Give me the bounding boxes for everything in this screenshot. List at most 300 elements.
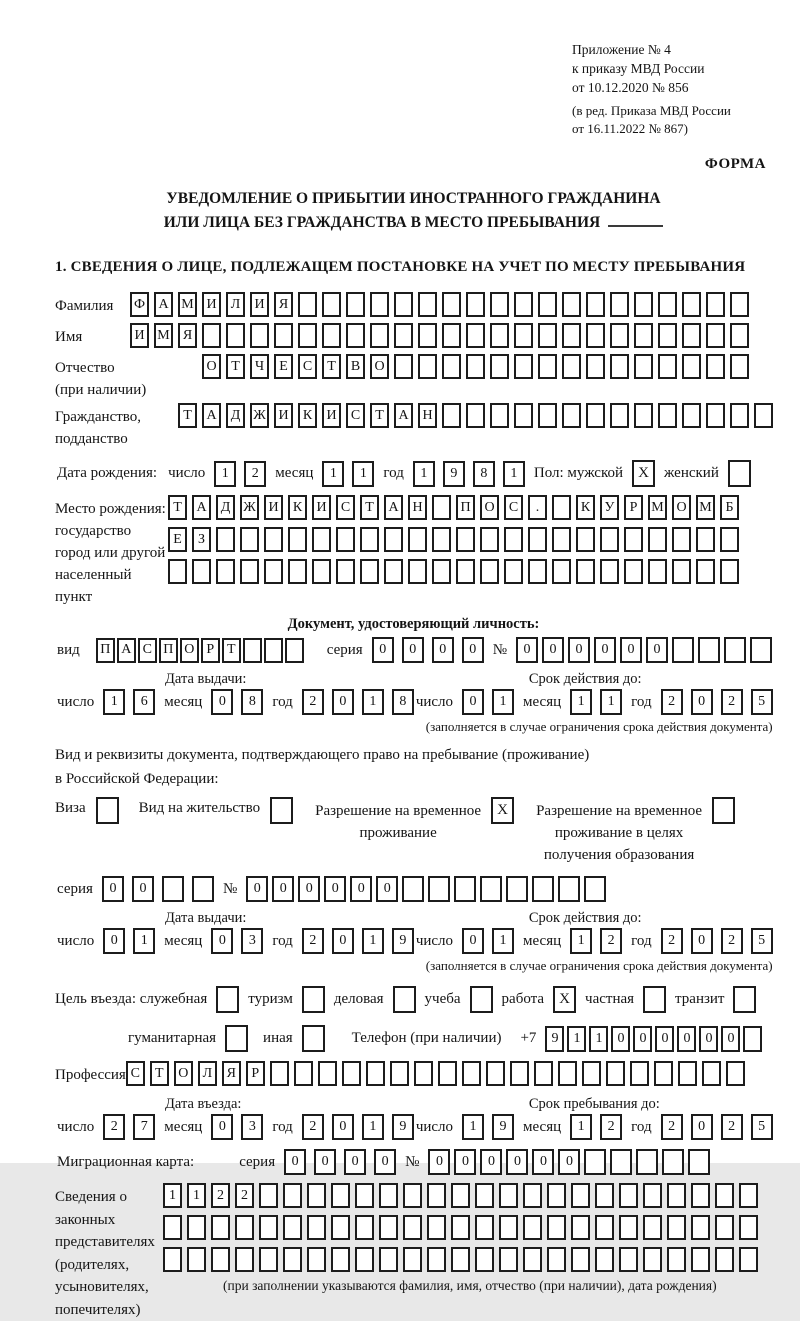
form-cell: 1 — [492, 689, 514, 715]
form-cell — [442, 323, 461, 348]
purpose-study-label: учеба — [424, 991, 461, 1007]
form-cell: Р — [624, 495, 643, 520]
form-cell: В — [346, 354, 365, 379]
form-cell — [427, 1215, 446, 1240]
form-cell — [571, 1247, 590, 1272]
form-cell — [475, 1215, 494, 1240]
amendment-line: (в ред. Приказа МВД России — [572, 103, 731, 118]
form-cell: 0 — [284, 1149, 306, 1175]
form-cell: 1 — [163, 1183, 182, 1208]
form-cell — [432, 527, 451, 552]
form-cell — [312, 527, 331, 552]
form-cell — [682, 292, 701, 317]
form-cell: И — [264, 495, 283, 520]
form-cell — [619, 1215, 638, 1240]
form-cell — [283, 1215, 302, 1240]
form-cell: 0 — [655, 1026, 674, 1052]
form-cell: И — [130, 323, 149, 348]
amendment-line: от 16.11.2022 № 867) — [572, 121, 689, 136]
residence-doc-dates — [55, 908, 772, 974]
form-cell — [342, 1061, 361, 1086]
form-cell — [225, 1025, 248, 1052]
form-cell: 0 — [103, 928, 125, 954]
form-cell — [730, 403, 749, 428]
form-cell — [211, 1247, 230, 1272]
form-cell — [346, 323, 365, 348]
form-cell — [451, 1247, 470, 1272]
name-cells — [130, 323, 749, 348]
form-cell — [384, 527, 403, 552]
form-cell — [322, 323, 341, 348]
form-cell — [466, 403, 485, 428]
form-cell — [366, 1061, 385, 1086]
form-cell — [730, 354, 749, 379]
form-cell — [643, 1247, 662, 1272]
form-cell — [634, 323, 653, 348]
doc-series-label: серия — [326, 641, 363, 658]
form-cell: 0 — [432, 637, 454, 663]
form-cell: 0 — [677, 1026, 696, 1052]
form-cell — [480, 527, 499, 552]
form-cell — [698, 637, 720, 663]
purpose-transit-checkbox — [733, 986, 756, 1013]
form-cell: С — [346, 403, 365, 428]
form-cell: Я — [178, 323, 197, 348]
issue-month-cells — [211, 689, 263, 715]
form-cell: 0 — [532, 1149, 554, 1175]
form-cell: X — [553, 986, 576, 1013]
name-row — [55, 323, 772, 348]
form-cell: 0 — [102, 876, 124, 902]
form-cell — [584, 1149, 606, 1175]
form-cell — [667, 1247, 686, 1272]
form-cell: О — [672, 495, 691, 520]
form-cell: 9 — [392, 928, 414, 954]
form-cell — [259, 1247, 278, 1272]
day-label: число — [168, 465, 206, 481]
form-cell: Т — [222, 638, 241, 663]
form-cell — [438, 1061, 457, 1086]
form-cell: Т — [226, 354, 245, 379]
form-cell — [595, 1215, 614, 1240]
form-cell — [562, 354, 581, 379]
form-cell — [403, 1183, 422, 1208]
res-issue-day-cells — [103, 928, 155, 954]
form-cell — [600, 559, 619, 584]
form-cell — [571, 1215, 590, 1240]
purpose-private-label: частная — [585, 991, 635, 1007]
form-cell — [586, 403, 605, 428]
res-issue-year-cells — [302, 928, 414, 954]
form-cell — [331, 1183, 350, 1208]
form-cell — [370, 292, 389, 317]
form-cell — [235, 1247, 254, 1272]
sex-female-checkbox — [728, 460, 751, 487]
form-cell: А — [202, 403, 221, 428]
form-cell: . — [528, 495, 547, 520]
form-cell — [499, 1183, 518, 1208]
issue-date-label: Дата выдачи: — [165, 910, 247, 926]
form-cell: 1 — [570, 928, 592, 954]
purpose-business-checkbox — [393, 986, 416, 1013]
form-cell — [514, 292, 533, 317]
form-cell: X — [632, 460, 655, 487]
form-cell: Е — [274, 354, 293, 379]
form-cell — [586, 354, 605, 379]
form-cell: Т — [370, 403, 389, 428]
form-cell: Р — [201, 638, 220, 663]
form-cell — [427, 1247, 446, 1272]
identity-doc-heading: Документ, удостоверяющий личность: — [287, 616, 540, 632]
form-cell — [274, 323, 293, 348]
form-cell: Ж — [240, 495, 259, 520]
form-cell — [682, 403, 701, 428]
migration-card-row — [55, 1149, 772, 1175]
form-cell: 2 — [661, 1114, 683, 1140]
form-cell: 0 — [568, 637, 590, 663]
form-cell — [658, 292, 677, 317]
citizenship-cells — [178, 403, 773, 428]
form-cell: 1 — [462, 1114, 484, 1140]
form-cell: Р — [246, 1061, 265, 1086]
form-cell: К — [288, 495, 307, 520]
form-cell: 1 — [570, 1114, 592, 1140]
form-cell: 1 — [589, 1026, 608, 1052]
doc-number-sign: № — [492, 641, 507, 658]
form-cell — [702, 1061, 721, 1086]
form-cell — [355, 1215, 374, 1240]
form-cell: О — [480, 495, 499, 520]
form-cell — [240, 559, 259, 584]
temp-residence-education-checkbox — [712, 797, 735, 824]
validity-note: (заполняется в случае ограничения срока действия документа) — [425, 719, 773, 734]
form-cell: X — [491, 797, 514, 824]
form-cell — [538, 323, 557, 348]
form-cell: Т — [322, 354, 341, 379]
form-cell — [466, 354, 485, 379]
form-cell: И — [312, 495, 331, 520]
form-cell — [712, 797, 735, 824]
form-cell: Н — [408, 495, 427, 520]
form-cell — [576, 559, 595, 584]
form-cell — [547, 1247, 566, 1272]
purpose-private-checkbox — [643, 986, 666, 1013]
form-cell — [393, 986, 416, 1013]
residence-permit-label: Вид на жительство — [138, 800, 261, 816]
temp-residence-checkbox — [491, 797, 514, 824]
form-cell: 0 — [211, 928, 233, 954]
form-cell: А — [154, 292, 173, 317]
valid-year-cells — [661, 689, 773, 715]
form-cell — [226, 323, 245, 348]
surname-label: Фамилия — [55, 298, 114, 314]
form-cell: 5 — [751, 1114, 773, 1140]
birth-month-cells — [322, 461, 374, 487]
entry-year-cells — [302, 1114, 414, 1140]
day-label: число — [415, 932, 454, 949]
form-cell — [414, 1061, 433, 1086]
entry-date-label: Дата въезда: — [165, 1096, 242, 1112]
sex-male-checkbox — [632, 460, 655, 487]
purpose-work-checkbox — [553, 986, 576, 1013]
form-cell — [379, 1247, 398, 1272]
form-cell: Б — [720, 495, 739, 520]
form-cell — [610, 354, 629, 379]
birth-year-cells — [413, 461, 525, 487]
form-cell: 8 — [241, 689, 263, 715]
form-cell — [582, 1061, 601, 1086]
purpose-transit-label: транзит — [675, 991, 725, 1007]
residence-number-sign: № — [222, 880, 238, 897]
form-cell: 0 — [480, 1149, 502, 1175]
form-cell: А — [192, 495, 211, 520]
year-label: год — [631, 693, 652, 710]
birth-place-row2-cells — [168, 527, 739, 552]
doc-series-cells — [372, 637, 484, 663]
form-cell — [658, 323, 677, 348]
identity-doc-dates — [55, 669, 772, 735]
form-cell: 0 — [314, 1149, 336, 1175]
form-cell — [490, 403, 509, 428]
purpose-business-label: деловая — [333, 991, 384, 1007]
form-cell — [558, 876, 580, 902]
form-cell — [682, 323, 701, 348]
form-cell — [658, 403, 677, 428]
form-cell — [504, 559, 523, 584]
form-cell — [360, 559, 379, 584]
form-cell: З — [192, 527, 211, 552]
form-cell — [706, 354, 725, 379]
form-cell: Ч — [250, 354, 269, 379]
form-cell: 9 — [443, 461, 465, 487]
form-cell: И — [322, 403, 341, 428]
form-cell — [600, 527, 619, 552]
form-cell — [730, 292, 749, 317]
form-cell: 0 — [332, 689, 354, 715]
birth-day-cells — [214, 461, 266, 487]
form-cell — [250, 323, 269, 348]
form-cell — [168, 559, 187, 584]
purpose-humanitarian-checkbox — [225, 1025, 248, 1052]
form-cell: 1 — [133, 928, 155, 954]
form-cell — [576, 527, 595, 552]
month-label: месяц — [164, 693, 203, 710]
form-cell — [475, 1247, 494, 1272]
form-cell: 0 — [594, 637, 616, 663]
form-cell: 0 — [272, 876, 294, 902]
section1-heading: 1. СВЕДЕНИЯ О ЛИЦЕ, ПОДЛЕЖАЩЕМ ПОСТАНОВКЕ НА УЧЕТ ПО МЕСТУ ПРЕБЫВАНИЯ — [55, 259, 746, 275]
form-cell: 3 — [241, 928, 263, 954]
citizenship-row — [55, 403, 772, 450]
form-cell: 0 — [646, 637, 668, 663]
form-cell: 7 — [133, 1114, 155, 1140]
form-cell — [187, 1215, 206, 1240]
stay-until-label: Срок пребывания до: — [528, 1096, 660, 1112]
form-cell — [486, 1061, 505, 1086]
title-blank-line — [608, 213, 663, 227]
form-cell — [523, 1183, 542, 1208]
form-cell — [528, 559, 547, 584]
form-cell: 0 — [372, 637, 394, 663]
form-cell — [506, 876, 528, 902]
purpose-row2 — [128, 1025, 772, 1052]
form-cell — [456, 559, 475, 584]
form-title — [55, 187, 772, 235]
form-cell — [490, 292, 509, 317]
doc-type-cells — [96, 638, 304, 663]
form-cell — [624, 559, 643, 584]
form-cell — [733, 986, 756, 1013]
form-cell: 2 — [721, 1114, 743, 1140]
form-cell: 2 — [721, 689, 743, 715]
form-cell: Ж — [250, 403, 269, 428]
form-cell: 0 — [633, 1026, 652, 1052]
migration-number-sign: № — [405, 1153, 420, 1170]
issue-date-label: Дата выдачи: — [165, 671, 247, 687]
valid-day-cells — [462, 689, 514, 715]
form-cell — [739, 1215, 758, 1240]
validity-note: (заполняется в случае ограничения срока действия документа) — [425, 958, 773, 973]
form-cell — [654, 1061, 673, 1086]
form-cell — [470, 986, 493, 1013]
form-cell: 1 — [570, 689, 592, 715]
form-cell — [562, 403, 581, 428]
form-cell: 2 — [302, 689, 324, 715]
form-cell: 8 — [392, 689, 414, 715]
form-cell — [432, 559, 451, 584]
form-cell — [715, 1247, 734, 1272]
form-cell: 0 — [462, 928, 484, 954]
form-cell — [552, 559, 571, 584]
form-cell: 0 — [428, 1149, 450, 1175]
form-cell — [454, 876, 476, 902]
form-cell — [283, 1247, 302, 1272]
form-cell — [428, 876, 450, 902]
form-cell: 0 — [462, 689, 484, 715]
stay-year-cells — [661, 1114, 773, 1140]
form-cell — [691, 1247, 710, 1272]
form-cell: 0 — [454, 1149, 476, 1175]
doc-type-label: вид — [57, 641, 80, 658]
form-cell — [402, 876, 424, 902]
form-cell — [336, 559, 355, 584]
form-cell: Л — [198, 1061, 217, 1086]
migration-series-cells — [284, 1149, 396, 1175]
phone-label: Телефон (при наличии) — [351, 1030, 502, 1046]
appendix-line: Приложение № 4 — [572, 42, 671, 57]
form-cell — [162, 876, 184, 902]
form-cell — [394, 354, 413, 379]
profession-cells — [126, 1061, 745, 1086]
form-cell: 1 — [362, 689, 384, 715]
form-cell: 2 — [600, 928, 622, 954]
issue-year-cells — [302, 689, 414, 715]
form-cell: 0 — [376, 876, 398, 902]
form-cell — [403, 1215, 422, 1240]
form-cell — [538, 403, 557, 428]
form-cell: О — [180, 638, 199, 663]
form-cell: П — [456, 495, 475, 520]
citizenship-label: Гражданство, подданство — [55, 409, 142, 447]
form-cell — [163, 1215, 182, 1240]
surname-row — [55, 292, 772, 317]
entry-month-cells — [211, 1114, 263, 1140]
form-cell — [538, 292, 557, 317]
month-label: месяц — [275, 465, 314, 481]
form-cell — [370, 323, 389, 348]
form-cell — [283, 1183, 302, 1208]
form-cell: 1 — [214, 461, 236, 487]
form-cell — [394, 323, 413, 348]
res-valid-day-cells — [462, 928, 514, 954]
migration-series-label: серия — [239, 1153, 276, 1170]
form-cell — [307, 1183, 326, 1208]
form-cell — [408, 527, 427, 552]
form-cell — [288, 527, 307, 552]
form-cell — [750, 637, 772, 663]
form-cell: 2 — [661, 928, 683, 954]
form-cell: А — [394, 403, 413, 428]
valid-until-label: Срок действия до: — [528, 910, 642, 926]
form-cell — [187, 1247, 206, 1272]
form-cell: 1 — [362, 1114, 384, 1140]
form-cell — [355, 1247, 374, 1272]
form-cell — [462, 1061, 481, 1086]
form-cell — [636, 1149, 658, 1175]
form-cell — [648, 527, 667, 552]
day-label: число — [57, 693, 95, 710]
form-cell: 9 — [545, 1026, 564, 1052]
form-cell — [706, 323, 725, 348]
doc-number-cells — [516, 637, 772, 663]
form-cell — [456, 527, 475, 552]
purpose-study-checkbox — [470, 986, 493, 1013]
form-cell: 0 — [691, 689, 713, 715]
form-cell — [678, 1061, 697, 1086]
form-cell — [504, 527, 523, 552]
entry-day-cells — [103, 1114, 155, 1140]
form-cell — [384, 559, 403, 584]
form-cell — [259, 1215, 278, 1240]
form-cell — [418, 354, 437, 379]
form-cell: 2 — [600, 1114, 622, 1140]
form-cell — [514, 403, 533, 428]
form-cell — [724, 637, 746, 663]
form-cell: 5 — [751, 689, 773, 715]
year-label: год — [631, 1118, 652, 1135]
form-cell — [715, 1183, 734, 1208]
form-cell: 0 — [402, 637, 424, 663]
form-cell — [571, 1183, 590, 1208]
profession-row — [55, 1061, 772, 1086]
form-cell — [610, 403, 629, 428]
form-cell — [739, 1247, 758, 1272]
form-cell: С — [126, 1061, 145, 1086]
form-cell — [264, 559, 283, 584]
sex-female-label: женский — [664, 465, 719, 481]
form-cell — [451, 1183, 470, 1208]
migration-card-label: Миграционная карта: — [57, 1153, 195, 1170]
day-label: число — [57, 932, 95, 949]
form-cell: 1 — [103, 689, 125, 715]
form-cell: А — [117, 638, 136, 663]
form-cell — [318, 1061, 337, 1086]
form-cell — [202, 323, 221, 348]
sex-male-label: Пол: мужской — [533, 465, 624, 481]
form-cell: И — [202, 292, 221, 317]
form-cell — [312, 559, 331, 584]
residence-series-row — [55, 876, 772, 902]
